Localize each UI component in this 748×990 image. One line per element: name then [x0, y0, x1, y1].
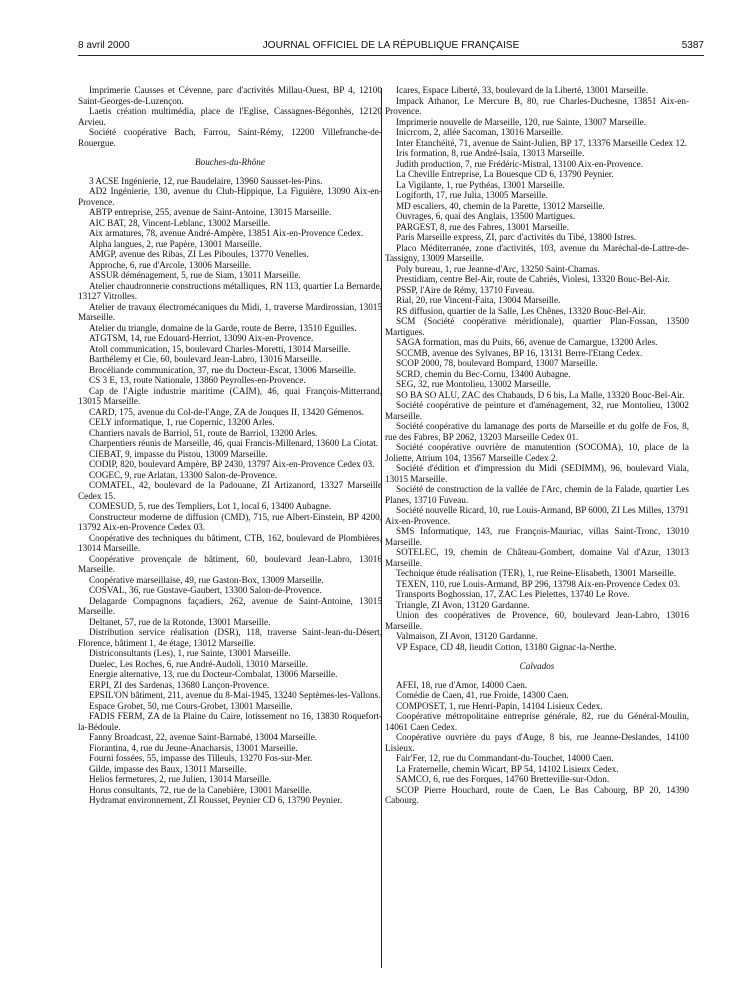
list-entry: AMGP, avenue des Ribas, ZI Les Piboules, 13770 Venelles. [89, 249, 309, 259]
list-entry: Aix armatures, 78, avenue André-Ampère, 13851 Aix-en-Provence Cedex. [89, 228, 364, 238]
list-entry: Triangle, ZI Avon, 13120 Gardanne. [396, 599, 530, 610]
list-entry: Iris formation, 8, rue André-Isaïa, 13013 Marseille. [396, 148, 585, 158]
list-entry: MD escaliers, 40, chemin de la Parette, 13012 Marseille. [396, 200, 605, 211]
right-section2-entries [385, 680, 689, 806]
list-entry: Energie alternative, 13, rue du Docteur-Combalat, 13006 Marseille. [89, 669, 338, 679]
list-entry: Fourni fossées, 55, impasse des Tilleuls, 13270 Fos-sur-Mer. [89, 753, 313, 763]
list-entry: PARGEST, 8, rue des Fabres, 13001 Marseille. [396, 221, 570, 232]
list-entry: Transports Boghossian, 17, ZAC Les Pielettes, 13740 Le Rove. [396, 589, 630, 599]
list-entry: COMESUD, 5, rue des Templiers, Lot 1, local 6, 13400 Aubagne. [89, 501, 332, 511]
list-entry: SOTELEC, 19, chemin de Château-Gombert, domaine Val d'Azur, 13013 Marseille. [385, 547, 689, 568]
list-entry: ATGTSM, 14, rue Edouard-Herriot, 13090 Aix-en-Provence. [89, 333, 314, 343]
list-entry: Société coopérative de peinture et d'aménagement, 32, rue Montolieu, 13002 Marseille. [385, 400, 689, 421]
list-entry: CIEBAT, 9, impasse du Pistou, 13009 Marseille. [89, 448, 268, 459]
list-entry: Atelier chaudronnerie constructions métalliques, RN 113, quartier La Bernarde, 13127 Vitrolles. [78, 280, 382, 301]
list-entry: Ouvrages, 6, quai des Anglais, 13500 Martigues. [396, 211, 576, 221]
right-section1-entries [385, 85, 689, 652]
list-entry: VP Espace, CD 48, lieudit Cotton, 13180 Gignac-la-Nerthe. [396, 641, 617, 652]
column-divider [381, 88, 382, 968]
list-entry: AFEI, 18, rue d'Amor, 14000 Caen. [396, 679, 528, 690]
header-rule [78, 55, 704, 56]
list-entry: Hydramat environnement, ZI Rousset, Peynier CD 6, 13790 Peynier. [89, 795, 343, 805]
list-entry: Fiorantina, 4, rue du Jeune-Anacharsis, 13001 Marseille. [89, 742, 298, 753]
list-entry: Alpha langues, 2, rue Papère, 13001 Marseille. [89, 238, 262, 249]
list-entry: Atelier du triangle, domaine de la Garde, route de Berre, 13510 Eguilles. [89, 322, 357, 333]
list-entry: Société coopérative Bach, Farrou, Saint-Rémy, 12200 Villefranche-de-Rouergue. [78, 127, 382, 148]
list-entry: Charpentiers réunis de Marseille, 46, quai Francis-Millenard, 13600 La Ciotat. [89, 438, 379, 448]
list-entry: Atelier de travaux électromécaniques du Midi, 1, traverse Mardirossian, 13015 Marseille. [78, 301, 382, 322]
list-entry: SO BA SO ALU, ZAC des Chabauds, D 6 bis, La Malle, 13320 Bouc-Bel-Air. [396, 389, 685, 400]
list-entry: Espace Grobet, 50, rue Cours-Grobet, 13001 Marseille. [89, 700, 293, 711]
list-entry: Coopérative marseillaise, 49, rue Gaston-Box, 13009 Marseille. [89, 574, 324, 585]
list-entry: La Cheville Entreprise, La Bouesque CD 6, 13790 Peynier. [396, 169, 614, 179]
list-entry: Judith production, 7, rue Frédéric-Mistral, 13100 Aix-en-Provence. [396, 158, 643, 169]
list-entry: Société coopérative du lamanage des ports de Marseille et du golfe de Fos, 8, rue des Fabres, BP 2062, 13203 Marseille Cedex 01. [385, 421, 689, 442]
list-entry: Logiforth, 17, rue Julia, 13005 Marseille. [396, 190, 548, 200]
section-title-bouches-du-rhone: Bouches-du-Rhône [195, 157, 265, 167]
list-entry: Fanny Broadcast, 22, avenue Saint-Barnabé, 13004 Marseille. [89, 732, 318, 742]
list-entry: CS 3 E, 13, route Nationale, 13860 Peyrolles-en-Provence. [89, 375, 306, 385]
list-entry: CARD, 175, avenue du Col-de-l'Ange, ZA de Jouques II, 13420 Gémenos. [89, 406, 364, 417]
list-entry: Districonsultants (Les), 1, rue Sainte, 13001 Marseille. [89, 648, 291, 658]
list-entry: AD2 Ingénierie, 130, avenue du Club-Hippique, La Figuière, 13090 Aix-en-Provence. [78, 186, 382, 207]
right-column [385, 85, 689, 806]
list-entry: Technique étude réalisation (TER), 1, rue Reine-Elisabeth, 13001 Marseille. [396, 568, 676, 578]
left-column [78, 85, 382, 806]
list-entry: Valmaison, ZI Avon, 13120 Gardanne. [396, 631, 538, 641]
page-header [78, 40, 704, 54]
list-entry: La Fraternelle, chemin Wicart, BP 54, 14102 Lisieux Cedex. [396, 763, 619, 774]
list-entry: SMS Informatique, 143, rue François-Mauriac, villas Saint-Tronc, 13010 Marseille. [385, 526, 689, 547]
list-entry: 3 ACSE Ingénierie, 12, rue Baudelaire, 13960 Sausset-les-Pins. [89, 175, 323, 186]
section-title-calvados: Calvados [519, 661, 555, 671]
list-entry: Impack Athanor, Le Mercure B, 80, rue Charles-Duchesne, 13851 Aix-en-Provence. [385, 95, 689, 116]
list-entry: Poly bureau, 1, rue Jeanne-d'Arc, 13250 Saint-Chamas. [396, 263, 600, 274]
list-entry: Comédie de Caen, 41, rue Froide, 14300 Caen. [396, 690, 569, 700]
list-entry: AIC BAT, 28, Vincent-Leblanc, 13002 Marseille. [89, 217, 271, 228]
list-entry: CODIP, 820, boulevard Ampère, BP 2430, 13797 Aix-en-Provence Cedex 03. [89, 459, 375, 469]
list-entry: Placo Méditerranée, zone d'activités, 103, avenue du Maréchal-de-Lattre-de-Tassigny, 13009 Marseille. [385, 242, 689, 263]
list-entry: Société coopérative ouvrière de manutention (SOCOMA), 10, place de la Joliette, Atrium 104, 13567 Marseille Cedex 2. [385, 442, 689, 463]
list-entry: Inicrcom, 2, allée Sacoman, 13016 Marseille. [396, 127, 564, 137]
list-entry: FADIS FERM, ZA de la Plaine du Caire, lotissement no 16, 13830 Roquefort-la-Bédoule. [78, 711, 382, 732]
list-entry: SCCMB, avenue des Sylvanes, BP 16, 13131 Berre-l'Etang Cedex. [396, 347, 643, 358]
list-entry: ABTP entreprise, 255, avenue de Saint-Antoine, 13015 Marseille. [89, 207, 332, 217]
header-page-number: 5387 [681, 40, 704, 51]
left-intro-entries [78, 85, 382, 148]
list-entry: COSVAL, 36, rue Gustave-Gaubert, 13300 Salon-de-Provence. [89, 585, 322, 595]
list-entry: Atoll communication, 15, boulevard Charles-Moretti, 13014 Marseille. [89, 343, 351, 354]
list-entry: Brocéliande communication, 37, rue du Docteur-Escat, 13006 Marseille. [89, 364, 356, 375]
list-entry: SCOP Pierre Houchard, route de Caen, Le Bas Cabourg, BP 20, 14390 Cabourg. [385, 784, 689, 805]
list-entry: COGEC, 9, rue Arlatan, 13300 Salon-de-Provence. [89, 469, 278, 480]
list-entry: Horus consultants, 72, rue de la Canebière, 13001 Marseille. [89, 784, 312, 795]
list-entry: SAGA formation, mas du Puits, 66, avenue de Camargue, 13200 Arles. [396, 337, 658, 347]
list-entry: SEG, 32, rue Montolieu, 13002 Marseille. [396, 379, 551, 389]
list-entry: SAMCO, 6, rue des Forques, 14760 Bretteville-sur-Odon. [396, 774, 610, 784]
list-entry: Fair'Fer, 12, rue du Commandant-du-Touchet, 14000 Caen. [396, 753, 614, 763]
list-entry: Société nouvelle Ricard, 10, rue Louis-Armand, BP 6000, ZI Les Milles, 13791 Aix-en-Provence. [385, 505, 689, 526]
list-entry: Société d'édition et d'impression du Midi (SEDIMM), 96, boulevard Viala, 13015 Marseille. [385, 463, 689, 484]
list-entry: Rial, 20, rue Vincent-Faita, 13004 Marseille. [396, 295, 561, 305]
list-entry: CELY informatique, 1, rue Copernic, 13200 Arles. [89, 417, 275, 427]
list-entry: La Vigilante, 1, rue Pythéas, 13001 Marseille. [396, 179, 565, 190]
list-entry: TEXEN, 110, rue Louis-Armand, BP 296, 13798 Aix-en-Provence Cedex 03. [396, 578, 681, 589]
list-entry: SCRD, chemin du Bec-Cornu, 13400 Aubagne. [396, 368, 571, 379]
list-entry: Coopérative des techniques du bâtiment, CTB, 162, boulevard de Plombières, 13014 Marseille. [78, 532, 382, 553]
list-entry: Coopérative ouvrière du pays d'Auge, 8 bis, rue Jeanne-Deslandes, 14100 Lisieux. [385, 732, 689, 753]
list-entry: ERPI, ZI des Sardenas, 13680 Lançon-Provence. [89, 679, 270, 690]
list-entry: Coopérative métropolitaine entreprise générale, 82, rue du Général-Moulin, 14061 Caen Cedex. [385, 711, 689, 732]
list-entry: EPSIL'ON bâtiment, 211, avenue du 8-Mai-1945, 13240 Septèmes-les-Vallons. [89, 690, 381, 700]
list-entry: Union des coopératives de Provence, 60, boulevard Jean-Labro, 13016 Marseille. [385, 610, 689, 631]
list-entry: Barthélemy et Cie, 60, boulevard Jean-Labro, 13016 Marseille. [89, 354, 322, 364]
list-entry: Distribution service réalisation (DSR), 118, traverse Saint-Jean-du-Désert, Florence, bâtiment 1, 4e étage, 13012 Marseille. [78, 627, 382, 648]
list-entry: Imprimerie Causses et Cévenne, parc d'activités Millau-Ouest, BP 4, 12100 Saint-Georges-de-Luzençon. [78, 85, 382, 106]
list-entry: Approche, 6, rue d'Arcole, 13006 Marseille. [89, 259, 252, 270]
list-entry: SCM (Société coopérative méridionale), quartier Plan-Fossan, 13500 Martigues. [385, 316, 689, 337]
list-entry: RS diffusion, quartier de la Salle, Les Chênes, 13320 Bouc-Bel-Air. [396, 305, 646, 316]
list-entry: COMATEL, 42, boulevard de la Padouane, ZI Artizanord, 13327 Marseille Cedex 15. [78, 480, 382, 501]
list-entry: COMPOSET, 1, rue Henri-Papin, 14104 Lisieux Cedex. [396, 700, 603, 711]
list-entry: Deltanet, 57, rue de la Rotonde, 13001 Marseille. [89, 616, 271, 627]
list-entry: Icares, Espace Liberté, 33, boulevard de la Liberté, 13001 Marseille. [396, 85, 649, 95]
list-entry: PSSP, l'Aire de Rémy, 13710 Fuveau. [396, 284, 535, 295]
list-entry: Paris Marseille express, ZI, parc d'activités du Tibé, 13800 Istres. [396, 232, 637, 242]
list-entry: Chantiers navals de Barriol, 51, route de Barriol, 13200 Arles. [89, 427, 318, 438]
header-title: JOURNAL OFFICIEL DE LA RÉPUBLIQUE FRANÇAISE [262, 40, 520, 51]
list-entry: Gilde, impasse des Baux, 13011 Marseille. [89, 763, 247, 774]
list-entry: Delagarde Compagnons façadiers, 262, avenue de Saint-Antoine, 13015 Marseille. [78, 595, 382, 616]
list-entry: Helios fermetures, 2, rue Julien, 13014 Marseille. [89, 774, 272, 784]
list-entry: Laetis création multimédia, place de l'Eglise, Cassagnes-Bégonhès, 12120 Arvieu. [78, 106, 382, 127]
list-entry: Constructeur moderne de diffusion (CMD), 715, rue Albert-Einstein, BP 4200, 13792 Aix-en-Provence Cedex 03. [78, 511, 382, 532]
list-entry: Imprimerie nouvelle de Marseille, 120, rue Sainte, 13007 Marseille. [396, 116, 647, 127]
list-entry: Société de construction de la vallée de l'Arc, chemin de la Falade, quartier Les Planes, 13710 Fuveau. [385, 484, 689, 505]
list-entry: Prestidiam, centre Bel-Air, route de Cabriès, Violesi, 13320 Bouc-Bel-Air. [396, 274, 670, 284]
list-entry: Coopérative provençale de bâtiment, 60, boulevard Jean-Labro, 13016 Marseille. [78, 553, 382, 574]
list-entry: Inter Etanchéité, 71, avenue de Saint-Julien, BP 17, 13376 Marseille Cedex 12. [396, 137, 688, 148]
list-entry: Duelec, Les Roches, 6, rue André-Audoli, 13010 Marseille. [89, 658, 308, 669]
list-entry: SCOP 2000, 78, boulevard Bompard, 13007 Marseille. [396, 358, 598, 368]
header-date: 8 avril 2000 [78, 40, 130, 51]
left-section1-entries [78, 176, 382, 806]
list-entry: Cap de l'Aigle industrie maritime (CAIM), 46, quai François-Mitterrand, 13015 Marseille. [78, 385, 382, 406]
list-entry: ASSUR déménagement, 5, rue de Siam, 13011 Marseille. [89, 270, 301, 280]
